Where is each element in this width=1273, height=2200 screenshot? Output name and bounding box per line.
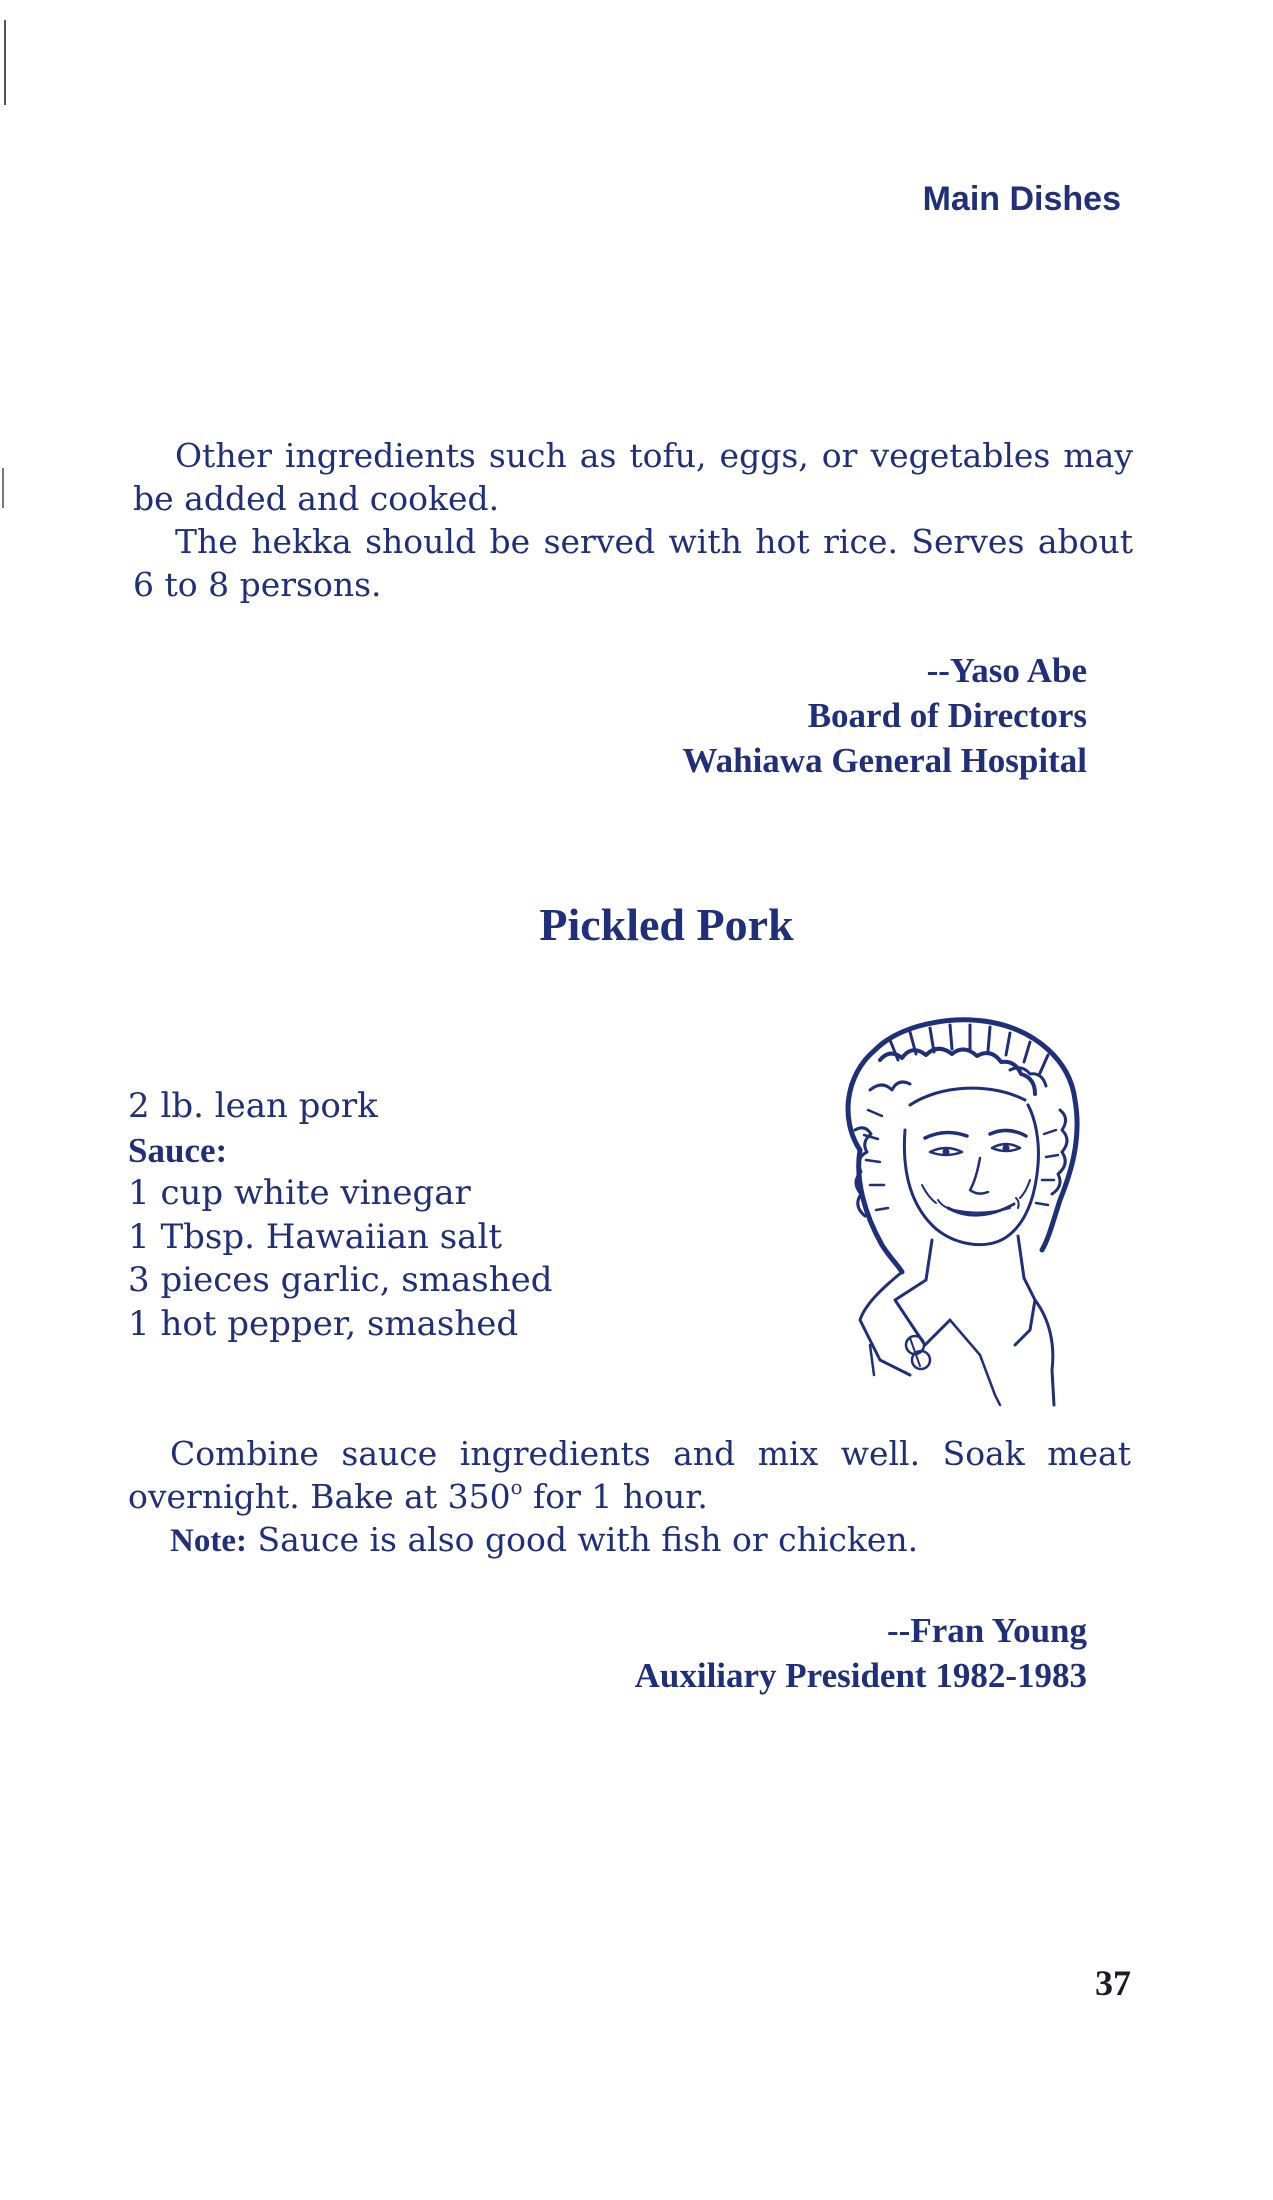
signature-title: Auxiliary President 1982-1983 <box>634 1656 1087 1695</box>
ingredient-main: 2 lb. lean pork <box>128 1086 378 1126</box>
recipe-title: Pickled Pork <box>539 899 794 950</box>
sauce-ingredient: 3 pieces garlic, smashed <box>128 1260 553 1300</box>
page-number: 37 <box>1095 1963 1131 2003</box>
signature-name: --Yaso Abe <box>926 651 1087 690</box>
instructions-paragraph <box>128 1432 1131 1518</box>
sauce-ingredient: 1 cup white vinegar <box>128 1173 471 1213</box>
sauce-ingredient: 1 hot pepper, smashed <box>128 1303 519 1344</box>
previous-recipe-text <box>133 434 1133 606</box>
section-header: Main Dishes <box>922 180 1121 218</box>
note-paragraph <box>128 1518 1131 1563</box>
instructions-text: Combine sauce ingredients and mix well. Soak meat overnight. Bake at 350 <box>128 1434 1131 1516</box>
scan-edge-mark <box>2 468 4 508</box>
paragraph: The hekka should be served with hot rice. Serves about 6 to 8 persons. <box>133 522 1133 604</box>
recipe-instructions <box>128 1432 1131 1563</box>
instructions-text-end: for 1 hour. <box>522 1477 708 1516</box>
portrait-sketch-icon <box>820 1000 1090 1410</box>
sauce-ingredient: 1 Tbsp. Hawaiian salt <box>128 1216 502 1257</box>
previous-recipe-signature <box>683 648 1087 783</box>
paragraph: Other ingredients such as tofu, eggs, or vegetables may be added and cooked. <box>133 436 1133 518</box>
recipe-signature <box>635 1608 1087 1698</box>
note-label: Note: <box>170 1523 247 1559</box>
signature-name: --Fran Young <box>887 1611 1087 1650</box>
degree-symbol: o <box>510 1476 523 1500</box>
signature-organization: Wahiawa General Hospital <box>682 741 1087 780</box>
note-text: Sauce is also good with fish or chicken. <box>246 1520 919 1559</box>
sauce-label: Sauce: <box>128 1130 228 1170</box>
scan-edge-mark <box>4 20 6 105</box>
signature-title: Board of Directors <box>807 696 1087 735</box>
ingredient-list <box>128 1085 553 1346</box>
